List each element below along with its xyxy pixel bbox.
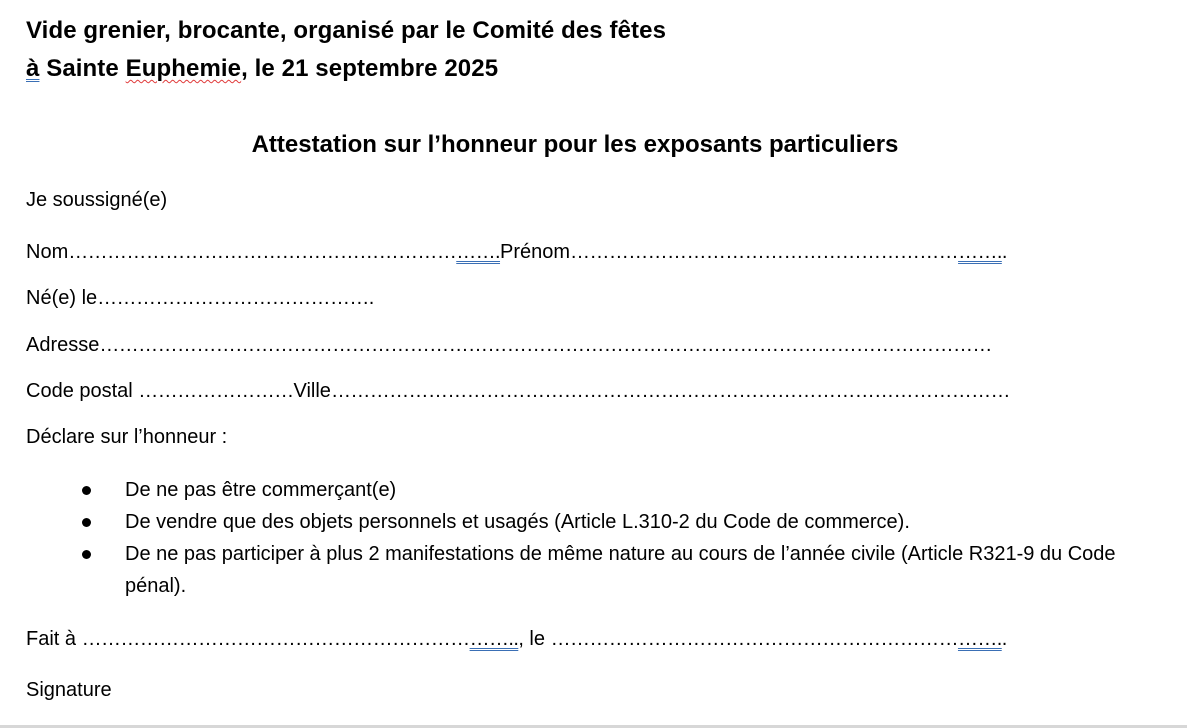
fait-field[interactable]: …………………………………………………… [81, 628, 470, 650]
signature-label: Signature [26, 679, 112, 701]
ville-label: Ville [293, 380, 331, 402]
naissance-label: Né(e) le [26, 287, 98, 309]
cp-label: Code postal [26, 380, 139, 402]
declare-line: Déclare sur l’honneur : [26, 426, 228, 448]
naissance-line [26, 287, 374, 310]
list-item [0, 538, 1125, 602]
nom-field[interactable]: …………………………………………………… [68, 241, 457, 263]
grammar-flag-nom[interactable]: ……. [456, 241, 501, 263]
fait-end: . [1001, 628, 1008, 650]
date-field[interactable]: ……………………………………………………… [550, 628, 958, 650]
declaration-list [0, 474, 1187, 602]
list-item-text: De vendre que des objets personnels et usagés (Article L.310-2 du Code de commerce). [125, 511, 910, 533]
cp-field[interactable]: …………………… [138, 380, 294, 402]
prenom-field[interactable]: …………………………………………………… [570, 241, 959, 263]
bullet-icon [82, 550, 91, 559]
bullet-icon [82, 518, 91, 527]
header-text-2b: Sainte [39, 55, 126, 82]
prenom-label: Prénom [500, 241, 571, 263]
grammar-flag-date[interactable]: ……. [957, 628, 1002, 650]
header-line-2 [26, 55, 498, 83]
header-line-1 [26, 17, 666, 45]
nom-prenom-line [26, 241, 1007, 264]
le-label: , le [518, 628, 551, 650]
intro-line: Je soussigné(e) [26, 189, 168, 211]
ville-field[interactable]: …………………………………………………………………………………………… [330, 380, 1010, 402]
cp-ville-line [26, 380, 1010, 403]
header-text-2d: , le 21 septembre 2025 [241, 55, 499, 82]
prenom-end: . [1001, 241, 1008, 263]
fait-label: Fait à [26, 628, 82, 650]
bullet-icon [82, 486, 91, 495]
spelling-flag-euphemie[interactable]: Euphemie [125, 55, 242, 82]
grammar-flag-a[interactable]: à [26, 55, 40, 82]
list-item [0, 474, 1125, 506]
list-item-text: De ne pas être commerçant(e) [125, 479, 397, 501]
adresse-line [26, 334, 992, 357]
header-text-1: Vide grenier, brocante, organisé par le Comité des fêtes [26, 17, 667, 44]
adresse-label: Adresse [26, 334, 100, 356]
page-title: Attestation sur l’honneur pour les exposants particuliers [251, 131, 899, 158]
naissance-field[interactable]: ……………………………………. [97, 287, 374, 309]
fait-line [26, 628, 1007, 651]
list-item-text: De ne pas participer à plus 2 manifestations de même nature au cours de l’année civile (Article R321-9 du Code pénal). [125, 543, 1116, 597]
grammar-flag-prenom[interactable]: ……. [958, 241, 1002, 263]
nom-label: Nom [26, 241, 69, 263]
adresse-field[interactable]: ………………………………………………………………………………………………………………………… [99, 334, 992, 356]
list-item [0, 506, 1125, 538]
grammar-flag-fait[interactable]: …….. [469, 628, 519, 650]
